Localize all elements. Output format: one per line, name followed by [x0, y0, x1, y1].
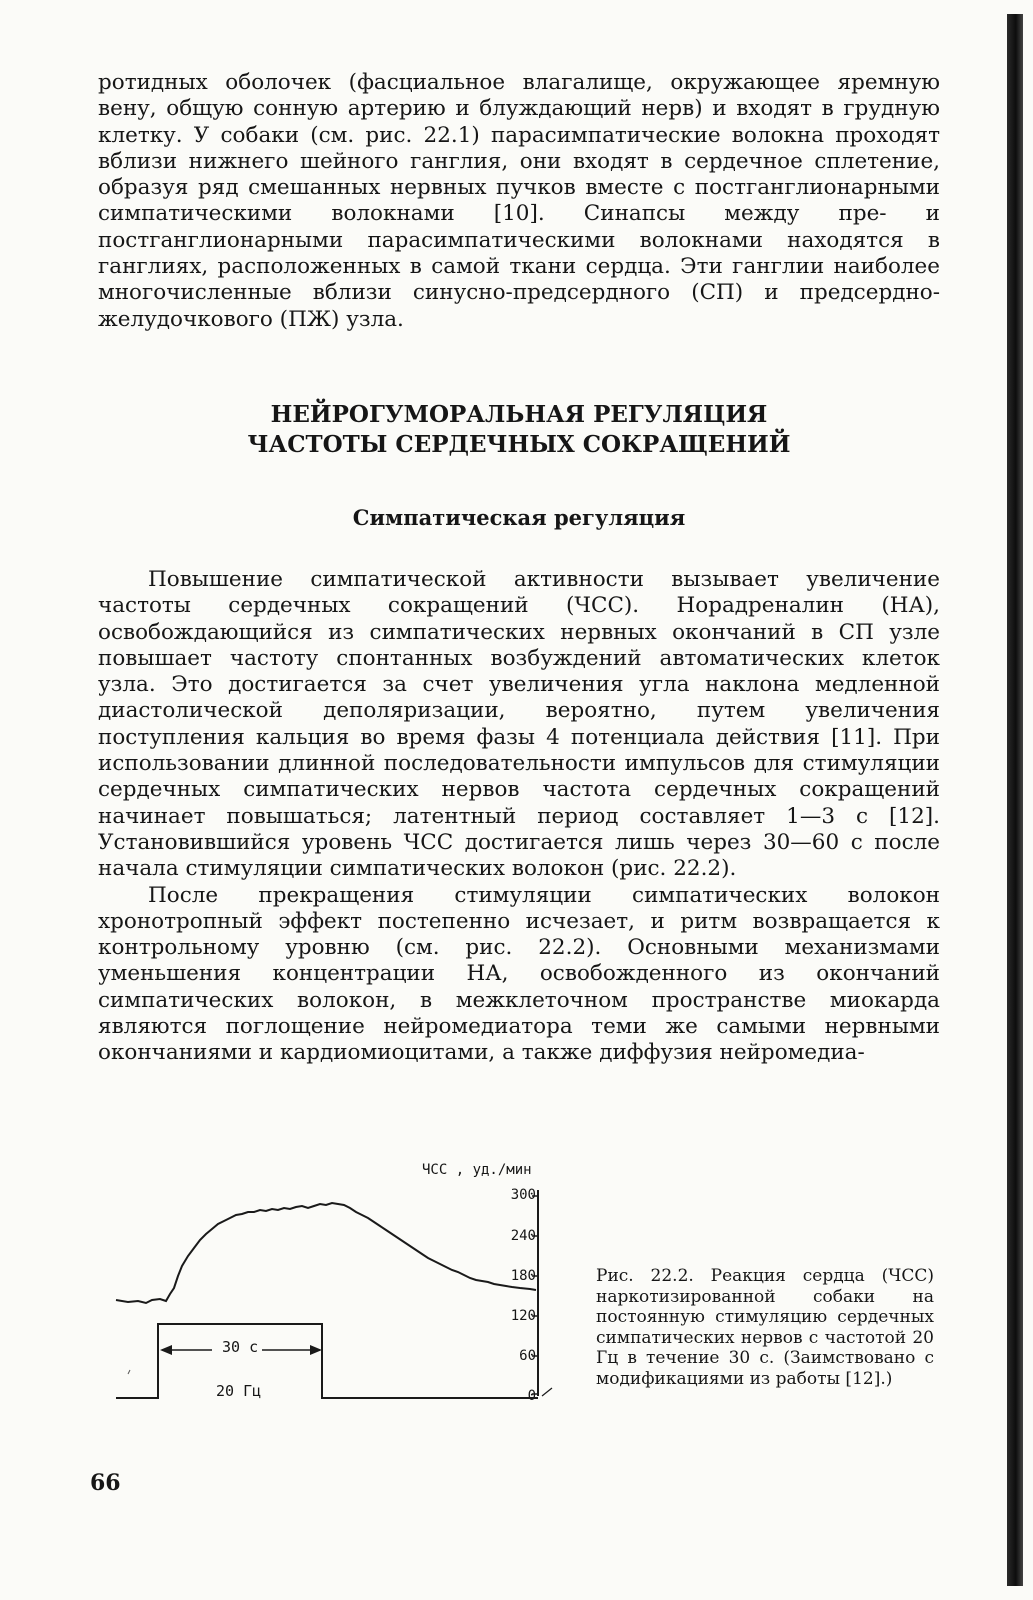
- body-text-block: [98, 567, 940, 1067]
- heart-rate-figure: [100, 1160, 580, 1460]
- figure-unit-label: ЧСС , уд./мин: [422, 1162, 532, 1178]
- tick-label-240: 240: [510, 1228, 536, 1244]
- paragraph-top: ротидных оболочек (фасциальное влагалище, окружающее яремную вену, общую сонную артерию и блуждающий нерв) и входят в грудную клетку. У собаки (см. рис. 22.1) парасимпатические волокна проходят вблизи нижнего шейного ганглия, они входят в сердечное сплетение, образуя ряд смешанных нервных пучков вместе с постганглионарными симпатическими волокнами [10]. Синапсы между пре- и постганглионарными парасимпатическими волокнами находятся в ганглиях, расположенных в самой ткани сердца. Эти ганглии наиболее многочисленные вблизи синусно-предсердного (СП) и предсердно-желудочкового (ПЖ) узла.: [98, 70, 940, 332]
- section-heading-line1: НЕЙРОГУМОРАЛЬНАЯ РЕГУЛЯЦИЯ: [270, 401, 768, 428]
- section-heading-line2: ЧАСТОТЫ СЕРДЕЧНЫХ СОКРАЩЕНИЙ: [247, 431, 791, 458]
- tick-label-60: 60: [519, 1348, 536, 1364]
- tick-label-300: 300: [510, 1187, 536, 1203]
- section-heading: [98, 400, 940, 460]
- paragraph-2: После прекращения стимуляции симпатических волокон хронотропный эффект постепенно исчезает, и ритм возвращается к контрольному уровню (см. рис. 22.2). Основными механизмами уменьшения концентрации НА, освобожденного из окончаний симпатических волокон, в межклеточном пространстве миокарда являются поглощение нейромедиатора теми же самыми нервными окончаниями и кардиомиоцитами, а также диффузия нейромедиа-: [98, 882, 940, 1066]
- page-number: 66: [90, 1470, 121, 1496]
- tick-label-180: 180: [510, 1268, 536, 1284]
- heart-rate-trace: [116, 1203, 536, 1303]
- top-paragraph-block: [98, 70, 940, 333]
- duration-label: 30 с: [222, 1338, 259, 1356]
- frequency-label: 20 Гц: [216, 1382, 262, 1400]
- tick-label-120: 120: [510, 1308, 536, 1324]
- subsection-heading: Симпатическая регуляция: [352, 505, 686, 530]
- tick-label-0: 0: [527, 1388, 536, 1404]
- paragraph-1: Повышение симпатической активности вызывает увеличение частоты сердечных сокращений (ЧСС). Норадреналин (НА), освобождающийся из симпатических нервных окончаний в СП узле повышает частоту спонтанных возбуждений автоматических клеток узла. Это достигается за счет увеличения угла наклона медленной диастолической деполяризации, вероятно, путем увеличения поступления кальция во время фазы 4 потенциала действия [11]. При использовании длинной последовательности импульсов для стимуляции сердечных симпатических нервов частота сердечных сокращений начинает повышаться; латентный период составляет 1—3 с [12]. Установившийся уровень ЧСС достигается лишь через 30—60 с после начала стимуляции симпатических волокон (рис. 22.2).: [98, 567, 940, 882]
- page-edge-shadow: [1007, 14, 1023, 1586]
- figure-caption: Рис. 22.2. Реакция сердца (ЧСС) наркотизированной собаки на постоянную стимуляцию сердечных симпатических нервов с частотой 20 Гц в течение 30 с. (Заимствовано с модификациями из работы [12].): [596, 1266, 934, 1389]
- stimulation-pulse: [116, 1324, 538, 1398]
